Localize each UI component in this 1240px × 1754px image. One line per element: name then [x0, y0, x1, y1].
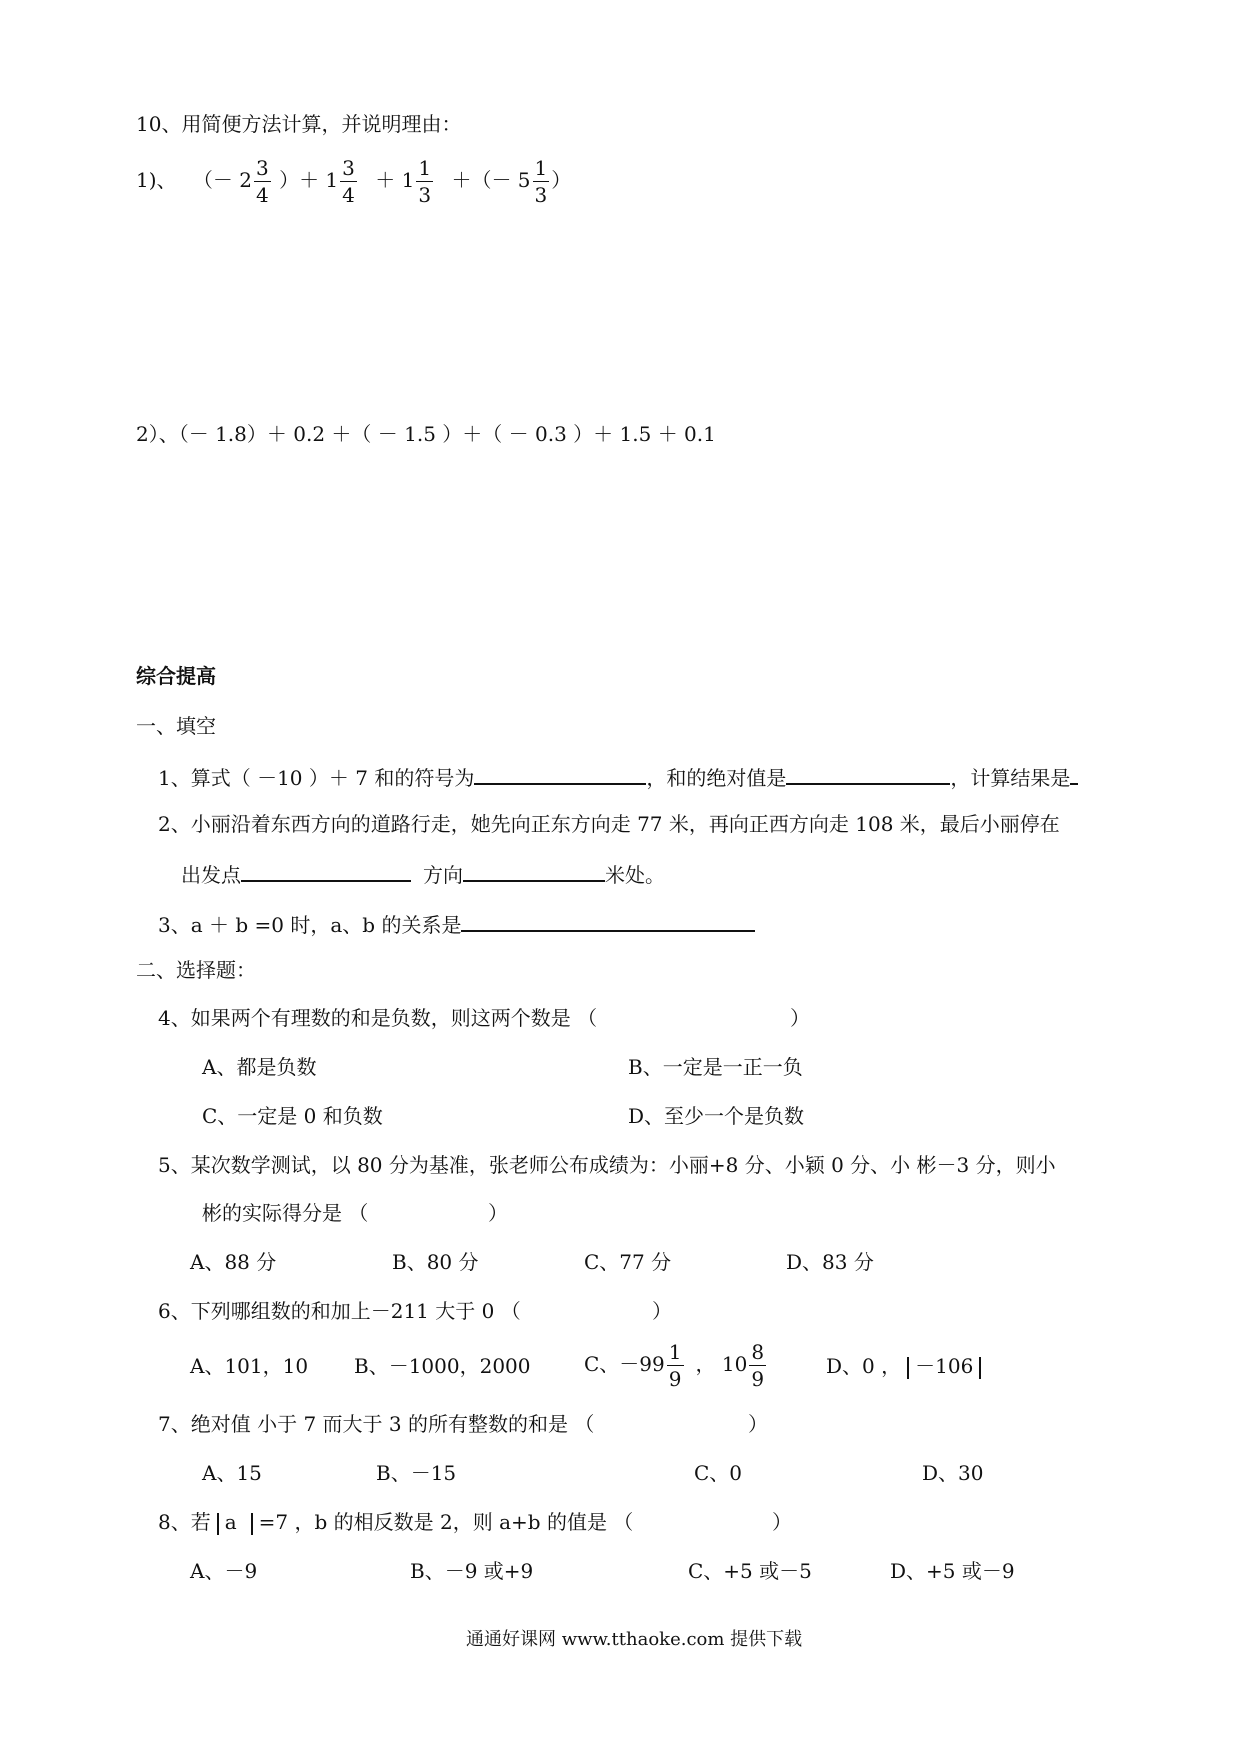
- q6-stem: 6、下列哪组数的和加上－211 大于 0 （: [158, 1299, 521, 1323]
- fraction-numerator: 1: [418, 156, 432, 180]
- q4-option-d[interactable]: D、至少一个是负数: [628, 1104, 805, 1128]
- q2-text-a: 出发点: [181, 863, 241, 887]
- q8-option-c[interactable]: C、+5 或－5: [688, 1559, 812, 1583]
- fraction-denominator: 4: [255, 183, 269, 207]
- fraction-8-9: [749, 1342, 766, 1389]
- q10-part1: [136, 158, 571, 205]
- q2-line2: [181, 862, 665, 885]
- answer-blank[interactable]: [241, 862, 411, 882]
- q4-stem: 4、如果两个有理数的和是负数，则这两个数是 （: [158, 1006, 598, 1030]
- q1-text-a: 1、算式（ －10 ）＋ 7 和的符号为: [158, 766, 475, 790]
- answer-blank[interactable]: [1070, 765, 1078, 785]
- q7-option-d[interactable]: D、30: [922, 1461, 984, 1485]
- fraction-denominator: 4: [342, 183, 355, 207]
- answer-blank[interactable]: [474, 765, 646, 785]
- q4-option-c[interactable]: C、一定是 0 和负数: [202, 1104, 383, 1128]
- q1-text-c: ，计算结果是: [950, 766, 1071, 790]
- q3-text: 3、a ＋ b =0 时，a、b 的关系是: [158, 913, 462, 937]
- q10-title: 10、用简便方法计算，并说明理由：: [136, 112, 462, 136]
- fraction-1-9: [667, 1342, 684, 1389]
- fraction-1-3: [533, 158, 550, 205]
- choice-title: 二、选择题：: [136, 958, 256, 982]
- fraction-1-3: [416, 158, 433, 205]
- q4-option-a[interactable]: A、都是负数: [202, 1055, 317, 1079]
- q8-option-b[interactable]: B、－9 或+9: [410, 1559, 534, 1583]
- q2-line1: 2、小丽沿着东西方向的道路行走，她先向正东方向走 77 米，再向正西方向走 108 米，最后小丽停在: [158, 812, 1060, 836]
- q6-option-d[interactable]: [826, 1356, 987, 1379]
- fraction-numerator: 8: [751, 1340, 765, 1364]
- fraction-numerator: 3: [342, 156, 355, 180]
- q8-text-post: =7 ，b 的相反数是 2，则 a+b 的值是 （: [258, 1510, 634, 1534]
- fraction-numerator: 3: [255, 156, 269, 180]
- q10-part2: 2）、（－ 1.8）＋ 0.2 ＋（ － 1.5 ）＋（ － 0.3 ）＋ 1.5 ＋ 0.1: [136, 422, 716, 446]
- q2-text-c: 米处。: [605, 863, 665, 887]
- q8-close: ）: [772, 1510, 792, 1534]
- fraction-denominator: 3: [534, 183, 548, 207]
- abs-bar-right: [979, 1357, 981, 1379]
- q2-text-b: 方向: [423, 863, 463, 887]
- answer-blank[interactable]: [786, 765, 950, 785]
- q8-option-d[interactable]: D、+5 或－9: [890, 1559, 1015, 1583]
- q6-option-c-mid: ， 10: [695, 1352, 748, 1376]
- fraction-3-4: [254, 158, 271, 205]
- q7-option-a[interactable]: A、15: [202, 1461, 262, 1485]
- q5-close: ）: [488, 1201, 508, 1225]
- q5-option-d[interactable]: D、83 分: [786, 1250, 874, 1274]
- q1-text-b: ，和的绝对值是: [646, 766, 787, 790]
- abs-bar-right: [251, 1513, 253, 1535]
- q6-option-b[interactable]: B、－1000，2000: [354, 1354, 531, 1378]
- fill-title: 一、填空: [136, 714, 216, 738]
- q10-part1-op3: ＋（－ 5: [451, 168, 531, 192]
- q10-part1-close: ）: [551, 168, 572, 192]
- q8-stem: [158, 1512, 633, 1535]
- q6-option-c[interactable]: [584, 1342, 768, 1389]
- q5-line2: 彬的实际得分是 （: [202, 1201, 369, 1225]
- fraction-numerator: 1: [668, 1340, 682, 1364]
- footer-text: 通通好课网 www.tthaoke.com 提供下载: [466, 1629, 803, 1650]
- answer-blank[interactable]: [463, 862, 605, 882]
- fraction-denominator: 9: [751, 1367, 765, 1391]
- section-title: 综合提高: [136, 664, 216, 688]
- q5-line1: 5、某次数学测试，以 80 分为基准，张老师公布成绩为：小丽+8 分、小颖 0 分、小 彬－3 分，则小: [158, 1153, 1056, 1177]
- q10-part1-prefix: 1)、: [136, 168, 177, 192]
- q5-option-a[interactable]: A、88 分: [190, 1250, 277, 1274]
- q7-stem: 7、绝对值 小于 7 而大于 3 的所有整数的和是 （: [158, 1412, 595, 1436]
- q7-option-c[interactable]: C、0: [694, 1461, 743, 1485]
- q10-part1-op1: ）＋ 1: [279, 168, 339, 192]
- q1: [158, 765, 1078, 788]
- q10-part1-a-open: （－ 2: [192, 168, 252, 192]
- abs-bar-left: [217, 1513, 219, 1535]
- q5-option-b[interactable]: B、80 分: [392, 1250, 479, 1274]
- q6-option-d-value: －106: [915, 1354, 974, 1378]
- fraction-denominator: 9: [668, 1367, 682, 1391]
- q4-close: ）: [790, 1006, 810, 1030]
- q8-option-a[interactable]: A、－9: [190, 1559, 258, 1583]
- q7-close: ）: [748, 1412, 768, 1436]
- fraction-3-4: [340, 158, 357, 205]
- abs-bar-left: [907, 1357, 909, 1379]
- q6-option-c-prefix: C、－99: [584, 1352, 665, 1376]
- q6-close: ）: [652, 1299, 672, 1323]
- q8-text-pre: 8、若: [158, 1510, 211, 1534]
- q10-part1-op2: ＋ 1: [375, 168, 415, 192]
- q3: [158, 912, 755, 935]
- q4-option-b[interactable]: B、一定是一正一负: [628, 1055, 803, 1079]
- q8-text-mid: a: [224, 1510, 237, 1534]
- q5-option-c[interactable]: C、77 分: [584, 1250, 672, 1274]
- q7-option-b[interactable]: B、－15: [376, 1461, 457, 1485]
- fraction-numerator: 1: [534, 156, 548, 180]
- answer-blank[interactable]: [461, 912, 755, 932]
- q6-option-d-prefix: D、0 ，: [826, 1354, 902, 1378]
- q6-option-a[interactable]: A、101，10: [190, 1354, 309, 1378]
- fraction-denominator: 3: [418, 183, 432, 207]
